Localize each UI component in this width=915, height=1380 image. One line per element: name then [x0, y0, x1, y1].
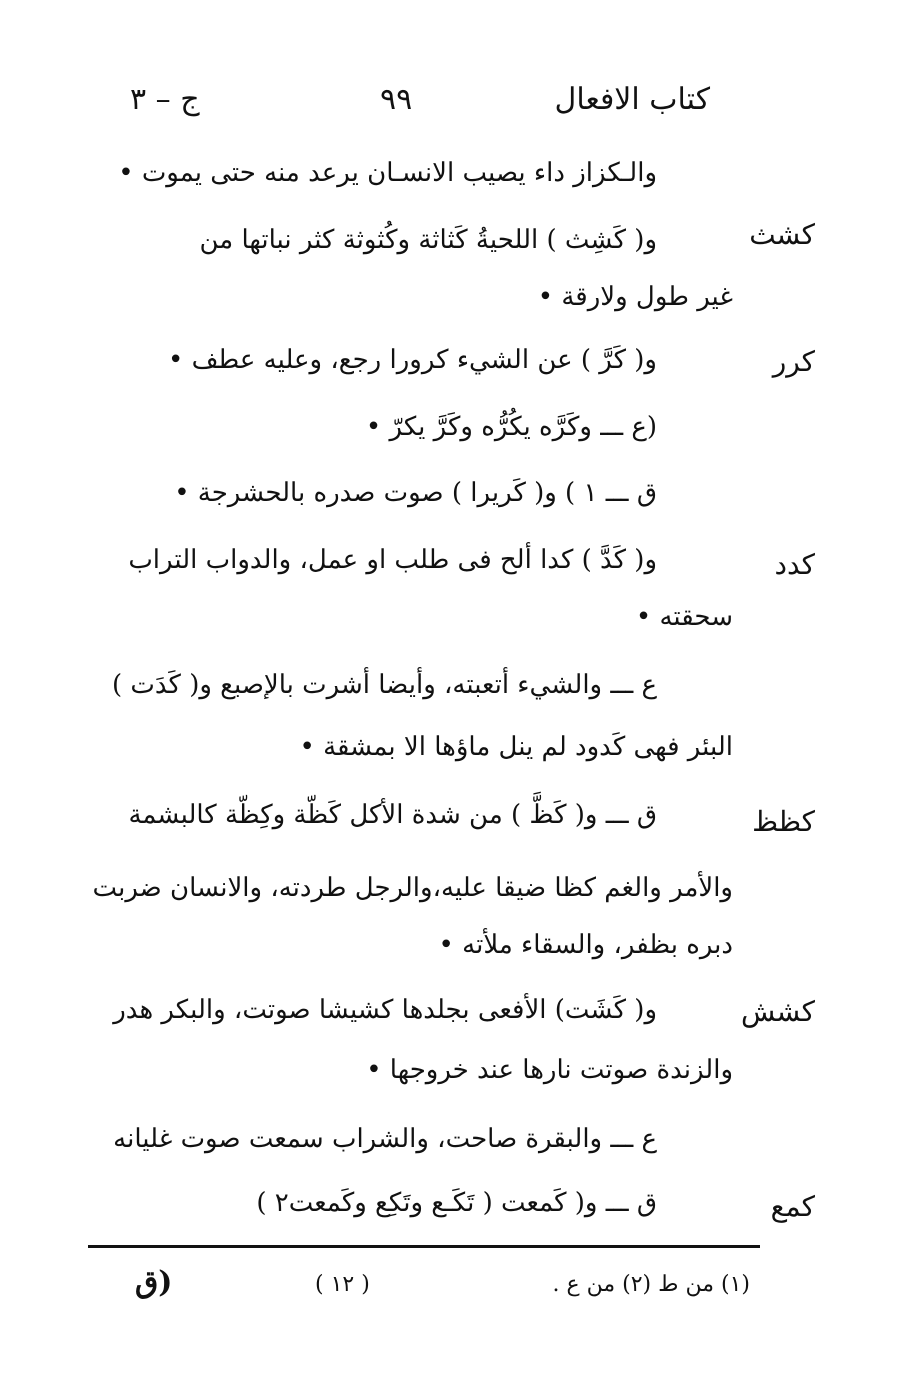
catchword: (ق [135, 1265, 173, 1300]
entry-line: والـكزاز داء يصيب الانسـان يرعد منه حتى يموت • [118, 158, 657, 188]
entry-line: و( كَشِث ) اللحيةُ كَثاثة وكُثوثة كثر نباتها من [199, 225, 657, 255]
entry-line: والزندة صوتت نارها عند خروجها • [366, 1055, 733, 1085]
footnotes: (١) من ط (٢) من ع . [552, 1272, 750, 1297]
book-title: كتاب الافعال [554, 82, 710, 117]
entry-line: (ع ـــ وكَرَّه يكُرُّه وكَرَّ يكرّ • [365, 412, 657, 442]
entry-line: والأمر والغم كظا ضيقا عليه،والرجل طردته، والانسان ضربت [92, 873, 733, 903]
root-word: كرر [772, 345, 815, 378]
entry-line: سحقته • [635, 602, 733, 632]
entry-line: ق ـــ و( كَمعت ( تَكَـع وتَكِع وكَمعت٢ ) [256, 1188, 657, 1218]
entry-line: البئر فهى كَدود لم ينل ماؤها الا بمشقة • [299, 732, 733, 762]
footnote-rule [88, 1245, 760, 1248]
entry-line: ق ـــ ١ ) و( كَريرا ) صوت صدره بالحشرجة • [174, 478, 657, 508]
entry-line: ق ـــ و( كَظَّ ) من شدة الأكل كَظّة وكِظّة كالبشمة [128, 800, 657, 830]
root-word: كمع [770, 1190, 815, 1223]
entry-line: و( كَرَّ ) عن الشيء كرورا رجع، وعليه عطف • [168, 345, 657, 375]
entry-line: و( كَدَّ ) كدا ألح فى طلب او عمل، والدواب التراب [128, 545, 657, 575]
entry-line: و( كَشَت) الأفعى بجلدها كشيشا صوتت، والبكر هدر [113, 995, 657, 1025]
root-word: كشش [740, 995, 815, 1028]
root-word: كشث [749, 218, 815, 251]
root-word: كدد [774, 548, 815, 581]
entry-line: ع ـــ والبقرة صاحت، والشراب سمعت صوت غليانه [113, 1124, 657, 1154]
page-number: ٩٩ [380, 82, 413, 117]
entry-line: دبره بظفر، والسقاء ملأته • [438, 930, 733, 960]
entry-line: غير طول ولارقة • [537, 282, 733, 312]
volume-label: ج – ٣ [130, 82, 200, 117]
root-word: كظظ [752, 805, 815, 838]
entry-line: ع ـــ والشيء أتعبته، وأيضا أشرت بالإصبع و( كَدَت ) [112, 670, 657, 700]
signature-mark: ( ١٢ ) [315, 1272, 370, 1297]
